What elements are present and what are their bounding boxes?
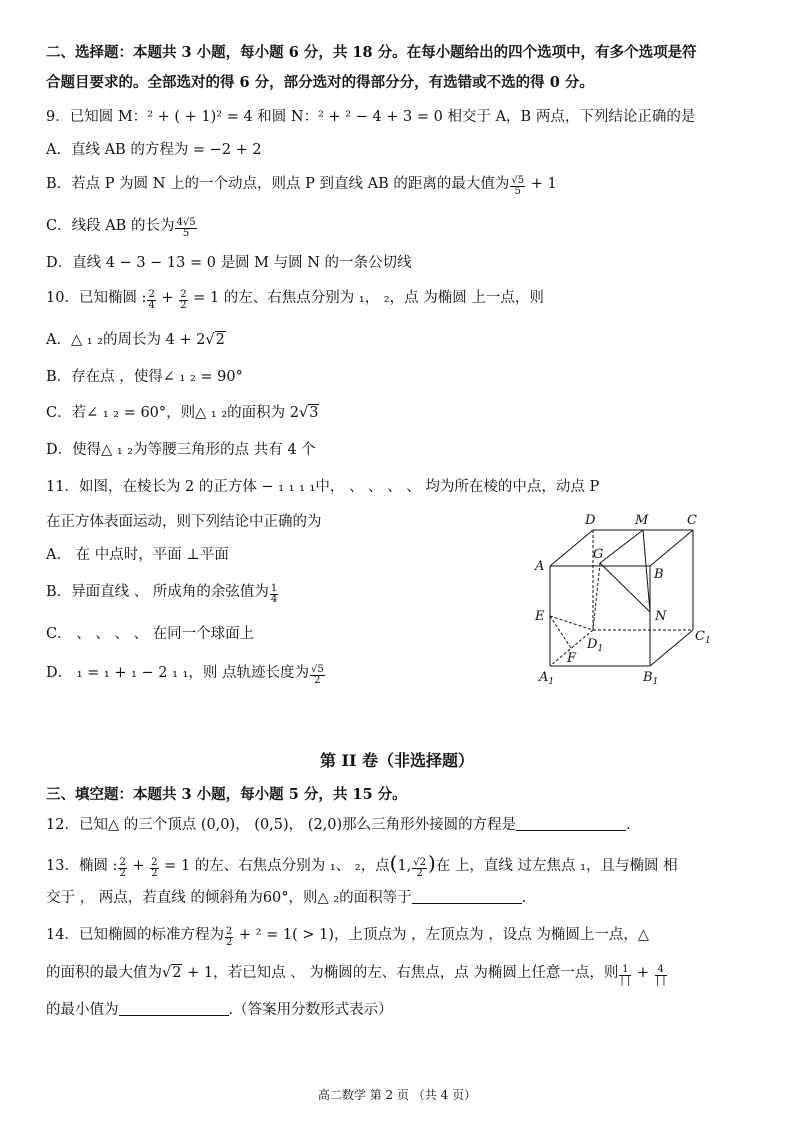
q14-line3-a: 的最小值为 (46, 1002, 119, 1018)
fraction-numerator: 2 (225, 926, 233, 937)
fraction-numerator: 1 (270, 583, 278, 594)
fraction-denominator: 4 (270, 594, 278, 605)
q14-line3-b: .（答案用分数形式表示） (228, 1002, 393, 1018)
sqrt-symbol: √ (162, 965, 172, 981)
q12-text-end: . (626, 817, 631, 833)
segment-g-m (600, 530, 643, 563)
q14-fraction-a (619, 965, 631, 986)
q13-point-fraction (412, 858, 427, 879)
part2-title: 第 II 卷（非选择题） (319, 751, 475, 770)
q11-option-d-fraction (310, 665, 325, 686)
q9-option-c-text: C．线段 AB 的长为 (46, 218, 175, 234)
fraction-numerator: 4√5 (176, 217, 196, 228)
label-f: F (567, 651, 577, 666)
fraction-denominator: 5 (182, 228, 190, 239)
q9-stem-b: ² + ( + 1)² = 4 和圆 N： (147, 109, 319, 125)
q13-line2 (46, 888, 526, 908)
fraction-numerator: 2 (119, 857, 126, 868)
q9-option-a: A．直线 AB 的方程为 = −2 + 2 (46, 142, 262, 158)
q10-fraction-2 (179, 290, 187, 311)
q13-line1-b: = 1 的左、右焦点分别为 ₁、 ₂，点 (159, 858, 390, 874)
label-n: N (655, 609, 667, 624)
label-a: A (535, 559, 545, 574)
q14-line1 (46, 925, 649, 948)
fraction-numerator: √5 (511, 175, 525, 186)
q11-stem-line2: 在正方体表面运动，则下列结论中正确的为 (46, 514, 322, 530)
q11-option-d-text: D． ₁ = ₁ + ₁ − 2 ₁ ₁，则 点轨迹长度为 (46, 665, 309, 681)
fraction-denominator: 2 (314, 675, 321, 686)
q10-stem (46, 288, 544, 311)
q10-stem-a: 10．已知椭圆 : (46, 290, 147, 306)
q12-text (46, 815, 631, 835)
paren-open: ( (389, 851, 398, 875)
label-g: G (593, 547, 604, 562)
hidden-segment-e-f (550, 616, 571, 648)
fraction-denominator: 2 (180, 300, 187, 311)
q9-stem-c: ² + ² − 4 + 3 = 0 相交于 A，B 两点，下列结论正确的是 (318, 109, 696, 125)
q9-option-d: D．直线 4 − 3 − 13 = 0 是圆 M 与圆 N 的一条公切线 (46, 255, 412, 271)
q14-line3 (46, 1000, 393, 1020)
q14-line2-radicand: 2 (172, 965, 182, 981)
fraction-denominator: 4 (148, 300, 155, 311)
segment-m-n (643, 530, 650, 612)
q13-fraction-1 (118, 858, 126, 879)
q10-plus: + (156, 290, 179, 306)
q10-stem-b: = 1 的左、右焦点分别为 ₁， ₂，点 为椭圆 上一点，则 (188, 290, 544, 306)
fraction-numerator: 2 (180, 289, 187, 300)
fraction-denominator: | | (620, 975, 631, 986)
label-b: B (654, 567, 664, 582)
fraction-numerator: 2 (151, 857, 158, 868)
q9-stem (46, 107, 695, 127)
sqrt-symbol: √ (205, 332, 215, 348)
label-b1: $B_1$ (643, 670, 659, 687)
edge-b-c (650, 530, 693, 566)
fraction-numerator: 1 (619, 965, 631, 976)
edge-a-d (550, 530, 593, 566)
fraction-denominator: 2 (119, 868, 126, 879)
q10-option-c-radicand: 3 (309, 405, 319, 421)
fraction-denominator: | | (655, 975, 666, 986)
q13-answer-blank[interactable] (412, 889, 522, 904)
q10-option-a-text: A．△ ₁ ₂的周长为 4 + 2 (46, 332, 206, 348)
q9-option-b-text: B．若点 P 为圆 N 上的一个动点，则点 P 到直线 AB 的距离的最大值为 (46, 176, 510, 192)
q14-line1-b: + ² = 1( > 1)，上顶点为 ，左顶点为 ，设点 为椭圆上一点，△ (234, 927, 649, 943)
fraction-numerator: √2 (413, 857, 427, 868)
fraction-denominator: 2 (151, 868, 158, 879)
q9-option-b-fraction (510, 176, 525, 197)
q10-option-d: D．使得△ ₁ ₂为等腰三角形的点 共有 4 个 (46, 442, 316, 458)
fraction-denominator: 2 (416, 868, 423, 879)
q13-line2-end: . (521, 890, 527, 906)
segment-g-n (600, 563, 650, 612)
paren-close: ) (428, 851, 436, 875)
q13-line1 (46, 853, 678, 879)
q12-text-a: 12．已知△ 的三个顶点 (0,0)， (0,5)， (2,0)那么三角形外接圆的方程是 (46, 817, 517, 833)
q10-option-c (46, 403, 319, 423)
q11-option-d (46, 663, 326, 686)
q14-fraction-b (655, 965, 667, 986)
section3-header: 三、填空题：本题共 3 小题，每小题 5 分，共 15 分。 (46, 786, 407, 803)
q11-option-b-fraction (270, 584, 278, 605)
q14-line2 (46, 963, 668, 986)
q13-point-x: 1, (397, 858, 412, 874)
q14-frac-plus: + (632, 965, 654, 981)
fraction-numerator: √5 (310, 664, 324, 675)
section2-header-line1: 二、选择题：本题共 3 小题，每小题 6 分，共 18 分。在每小题给出的四个选项中，有多个选项是符 (46, 44, 697, 61)
hidden-segment-g-d1 (593, 563, 600, 630)
edge-c1-b1 (650, 630, 693, 666)
q9-option-c-fraction (175, 218, 196, 239)
q13-line1-a: 13．椭圆 : (46, 858, 118, 874)
cube-figure (525, 508, 725, 693)
q11-option-b (46, 582, 279, 605)
q14-line1-a: 14．已知椭圆的标准方程为 (46, 927, 224, 943)
q10-option-c-text: C．若∠ ₁ ₂ = 60°，则△ ₁ ₂的面积为 2 (46, 405, 299, 421)
q14-line2-b: + 1，若已知点 、 为椭圆的左、右焦点，点 为椭圆上任意一点，则 (182, 965, 619, 981)
hidden-segment-e-d1 (550, 616, 593, 630)
q14-fraction (225, 927, 233, 948)
fraction-numerator: 4 (655, 965, 667, 976)
q10-option-a-radicand: 2 (215, 332, 225, 348)
q9-option-b (46, 174, 557, 197)
q10-option-a (46, 330, 226, 350)
q14-answer-blank[interactable] (119, 1001, 229, 1016)
label-e: E (535, 609, 545, 624)
section2-header-line2: 合题目要求的。全部选对的得 6 分，部分选对的得部分分，有选错或不选的得 0 分。 (46, 74, 594, 91)
q11-option-a: A． 在 中点时，平面 ⊥平面 (46, 547, 229, 563)
q13-line1-c: 在 上，直线 过左焦点 ₁，且与椭圆 相 (435, 858, 678, 874)
fraction-numerator: 2 (148, 289, 155, 300)
q10-fraction-1 (147, 290, 155, 311)
q12-answer-blank[interactable] (516, 816, 626, 831)
label-a1: $A_1$ (539, 670, 555, 687)
label-m: M (635, 513, 649, 528)
q11-stem-line1: 11．如图，在棱长为 2 的正方体 − ₁ ₁ ₁ ₁中， 、 、 、 、 均为所在棱的中点，动点 P (46, 479, 600, 495)
page-footer: 高二数学 第 2 页 （共 4 页） (317, 1088, 477, 1102)
q9-option-b-tail: + 1 (526, 176, 557, 192)
q14-line2-a: 的面积的最大值为 (46, 965, 162, 981)
q9-stem-a: 9．已知圆 M： (46, 109, 148, 125)
q9-option-c (46, 216, 198, 239)
label-d: D (585, 513, 596, 528)
q13-plus: + (127, 858, 150, 874)
label-c1: $C_1$ (695, 629, 711, 646)
sqrt-symbol: √ (299, 405, 309, 421)
label-d1: $D_1$ (587, 637, 604, 654)
label-c: C (687, 513, 697, 528)
q13-fraction-2 (150, 858, 158, 879)
q11-option-b-text: B．异面直线 、 所成角的余弦值为 (46, 584, 269, 600)
fraction-denominator: 2 (225, 937, 233, 948)
fraction-denominator: 5 (514, 186, 521, 197)
q13-line2-a: 交于 ， 两点，若直线 的倾斜角为60°，则△ ₂的面积等于 (46, 890, 412, 906)
q11-option-c: C． 、 、 、 、 在同一个球面上 (46, 626, 255, 642)
q10-option-b: B．存在点 ，使得∠ ₁ ₂ = 90° (46, 369, 243, 385)
